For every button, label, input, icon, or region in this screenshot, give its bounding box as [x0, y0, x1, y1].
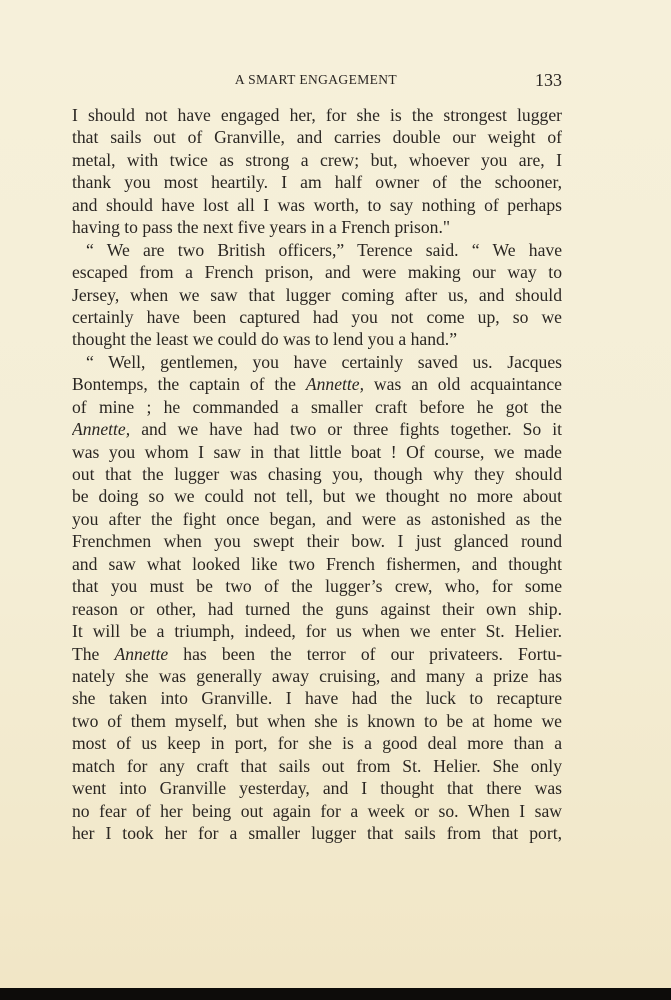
text-segment: reason or other, had turned the guns against their own ship.: [72, 598, 562, 619]
text-line: [72, 710, 562, 732]
text-line: [72, 373, 562, 395]
text-segment: Jersey, when we saw that lugger coming after us, and should: [72, 284, 562, 305]
text-line: [72, 665, 562, 687]
text-segment: two of them myself, but when she is known to be at home we: [72, 710, 562, 731]
text-line: [72, 777, 562, 799]
text-segment: of mine ; he commanded a smaller craft before he got the: [72, 396, 562, 417]
scan-edge: [0, 988, 671, 1000]
text-line: [72, 239, 562, 261]
body-text: [72, 104, 562, 844]
text-segment: was an old acquaintance: [364, 374, 562, 395]
text-segment: thought the least we could do was to lend you a hand.”: [72, 329, 458, 350]
text-segment: you after the fight once began, and were as astonished as the: [72, 508, 562, 529]
text-line: [72, 822, 562, 844]
text-segment: I should not have engaged her, for she is the strongest lugger: [72, 105, 562, 125]
text-line: [72, 126, 562, 148]
text-segment: went into Granville yesterday, and I thought that there was: [72, 778, 562, 799]
text-segment: has been the terror of our privateers. Fortu-: [168, 643, 562, 664]
text-line: [72, 328, 562, 350]
text-line: [72, 485, 562, 507]
text-segment: her I took her for a smaller lugger that sails from that port,: [72, 823, 562, 843]
text-segment: escaped from a French prison, and were making our way to: [72, 262, 562, 283]
text-line: [72, 418, 562, 440]
text-segment: The: [72, 643, 115, 664]
text-segment: “ Well, gentlemen, you have certainly saved us. Jacques: [86, 351, 562, 372]
text-segment: “ We are two British officers,” Terence said. “ We have: [86, 239, 562, 260]
text-line: [72, 216, 562, 238]
text-segment: was you whom I saw in that little boat ! Of course, we made: [72, 441, 562, 462]
text-segment: that you must be two of the lugger’s crew, who, for some: [72, 576, 562, 597]
running-head: [70, 70, 562, 92]
text-segment: no fear of her being out again for a week or so. When I saw: [72, 800, 562, 821]
text-line: [72, 530, 562, 552]
text-line: [72, 508, 562, 530]
running-title: A SMART ENGAGEMENT: [234, 72, 398, 87]
text-segment: Frenchmen when you swept their bow. I just glanced round: [72, 531, 562, 552]
italic-text: Annette,: [305, 374, 364, 395]
text-segment: and should have lost all I was worth, to say nothing of perhaps: [72, 194, 562, 215]
text-segment: match for any craft that sails out from St. Helier. She only: [72, 755, 562, 776]
text-line: [72, 194, 562, 216]
text-line: [72, 396, 562, 418]
text-segment: It will be a triumph, indeed, for us when we enter St. Helier.: [72, 621, 562, 642]
text-segment: most of us keep in port, for she is a good deal more than a: [72, 733, 562, 754]
text-line: [72, 171, 562, 193]
text-line: [72, 687, 562, 709]
text-segment: and we have had two or three fights together. So it: [130, 419, 562, 440]
text-line: [72, 800, 562, 822]
text-line: [72, 351, 562, 373]
text-line: [72, 463, 562, 485]
text-segment: having to pass the next five years in a French prison.": [72, 217, 451, 238]
text-segment: nately she was generally away cruising, and many a prize has: [72, 665, 562, 686]
text-line: [72, 553, 562, 575]
text-line: [72, 284, 562, 306]
text-segment: out that the lugger was chasing you, though why they should: [72, 464, 562, 484]
text-segment: she taken into Granville. I have had the luck to recapture: [72, 688, 562, 709]
text-segment: certainly have been captured had you not come up, so we: [72, 306, 562, 327]
page-number: 133: [535, 70, 562, 90]
text-line: [72, 732, 562, 754]
text-segment: and saw what looked like two French fishermen, and thought: [72, 553, 562, 574]
text-line: [72, 620, 562, 642]
text-line: [72, 598, 562, 620]
text-line: [72, 306, 562, 328]
italic-text: Annette: [114, 643, 169, 664]
text-segment: be doing so we could not tell, but we thought no more about: [72, 486, 562, 507]
text-line: [72, 441, 562, 463]
text-segment: that sails out of Granville, and carries double our weight of: [72, 127, 562, 148]
text-line: [72, 149, 562, 171]
text-line: [72, 261, 562, 283]
text-line: [72, 104, 562, 126]
text-segment: Bontemps, the captain of the: [72, 374, 306, 395]
text-segment: metal, with twice as strong a crew; but, whoever you are, I: [72, 149, 562, 170]
text-line: [72, 575, 562, 597]
text-line: [72, 643, 562, 665]
text-line: [72, 755, 562, 777]
text-segment: thank you most heartily. I am half owner of the schooner,: [72, 172, 562, 193]
italic-text: Annette,: [72, 419, 131, 440]
